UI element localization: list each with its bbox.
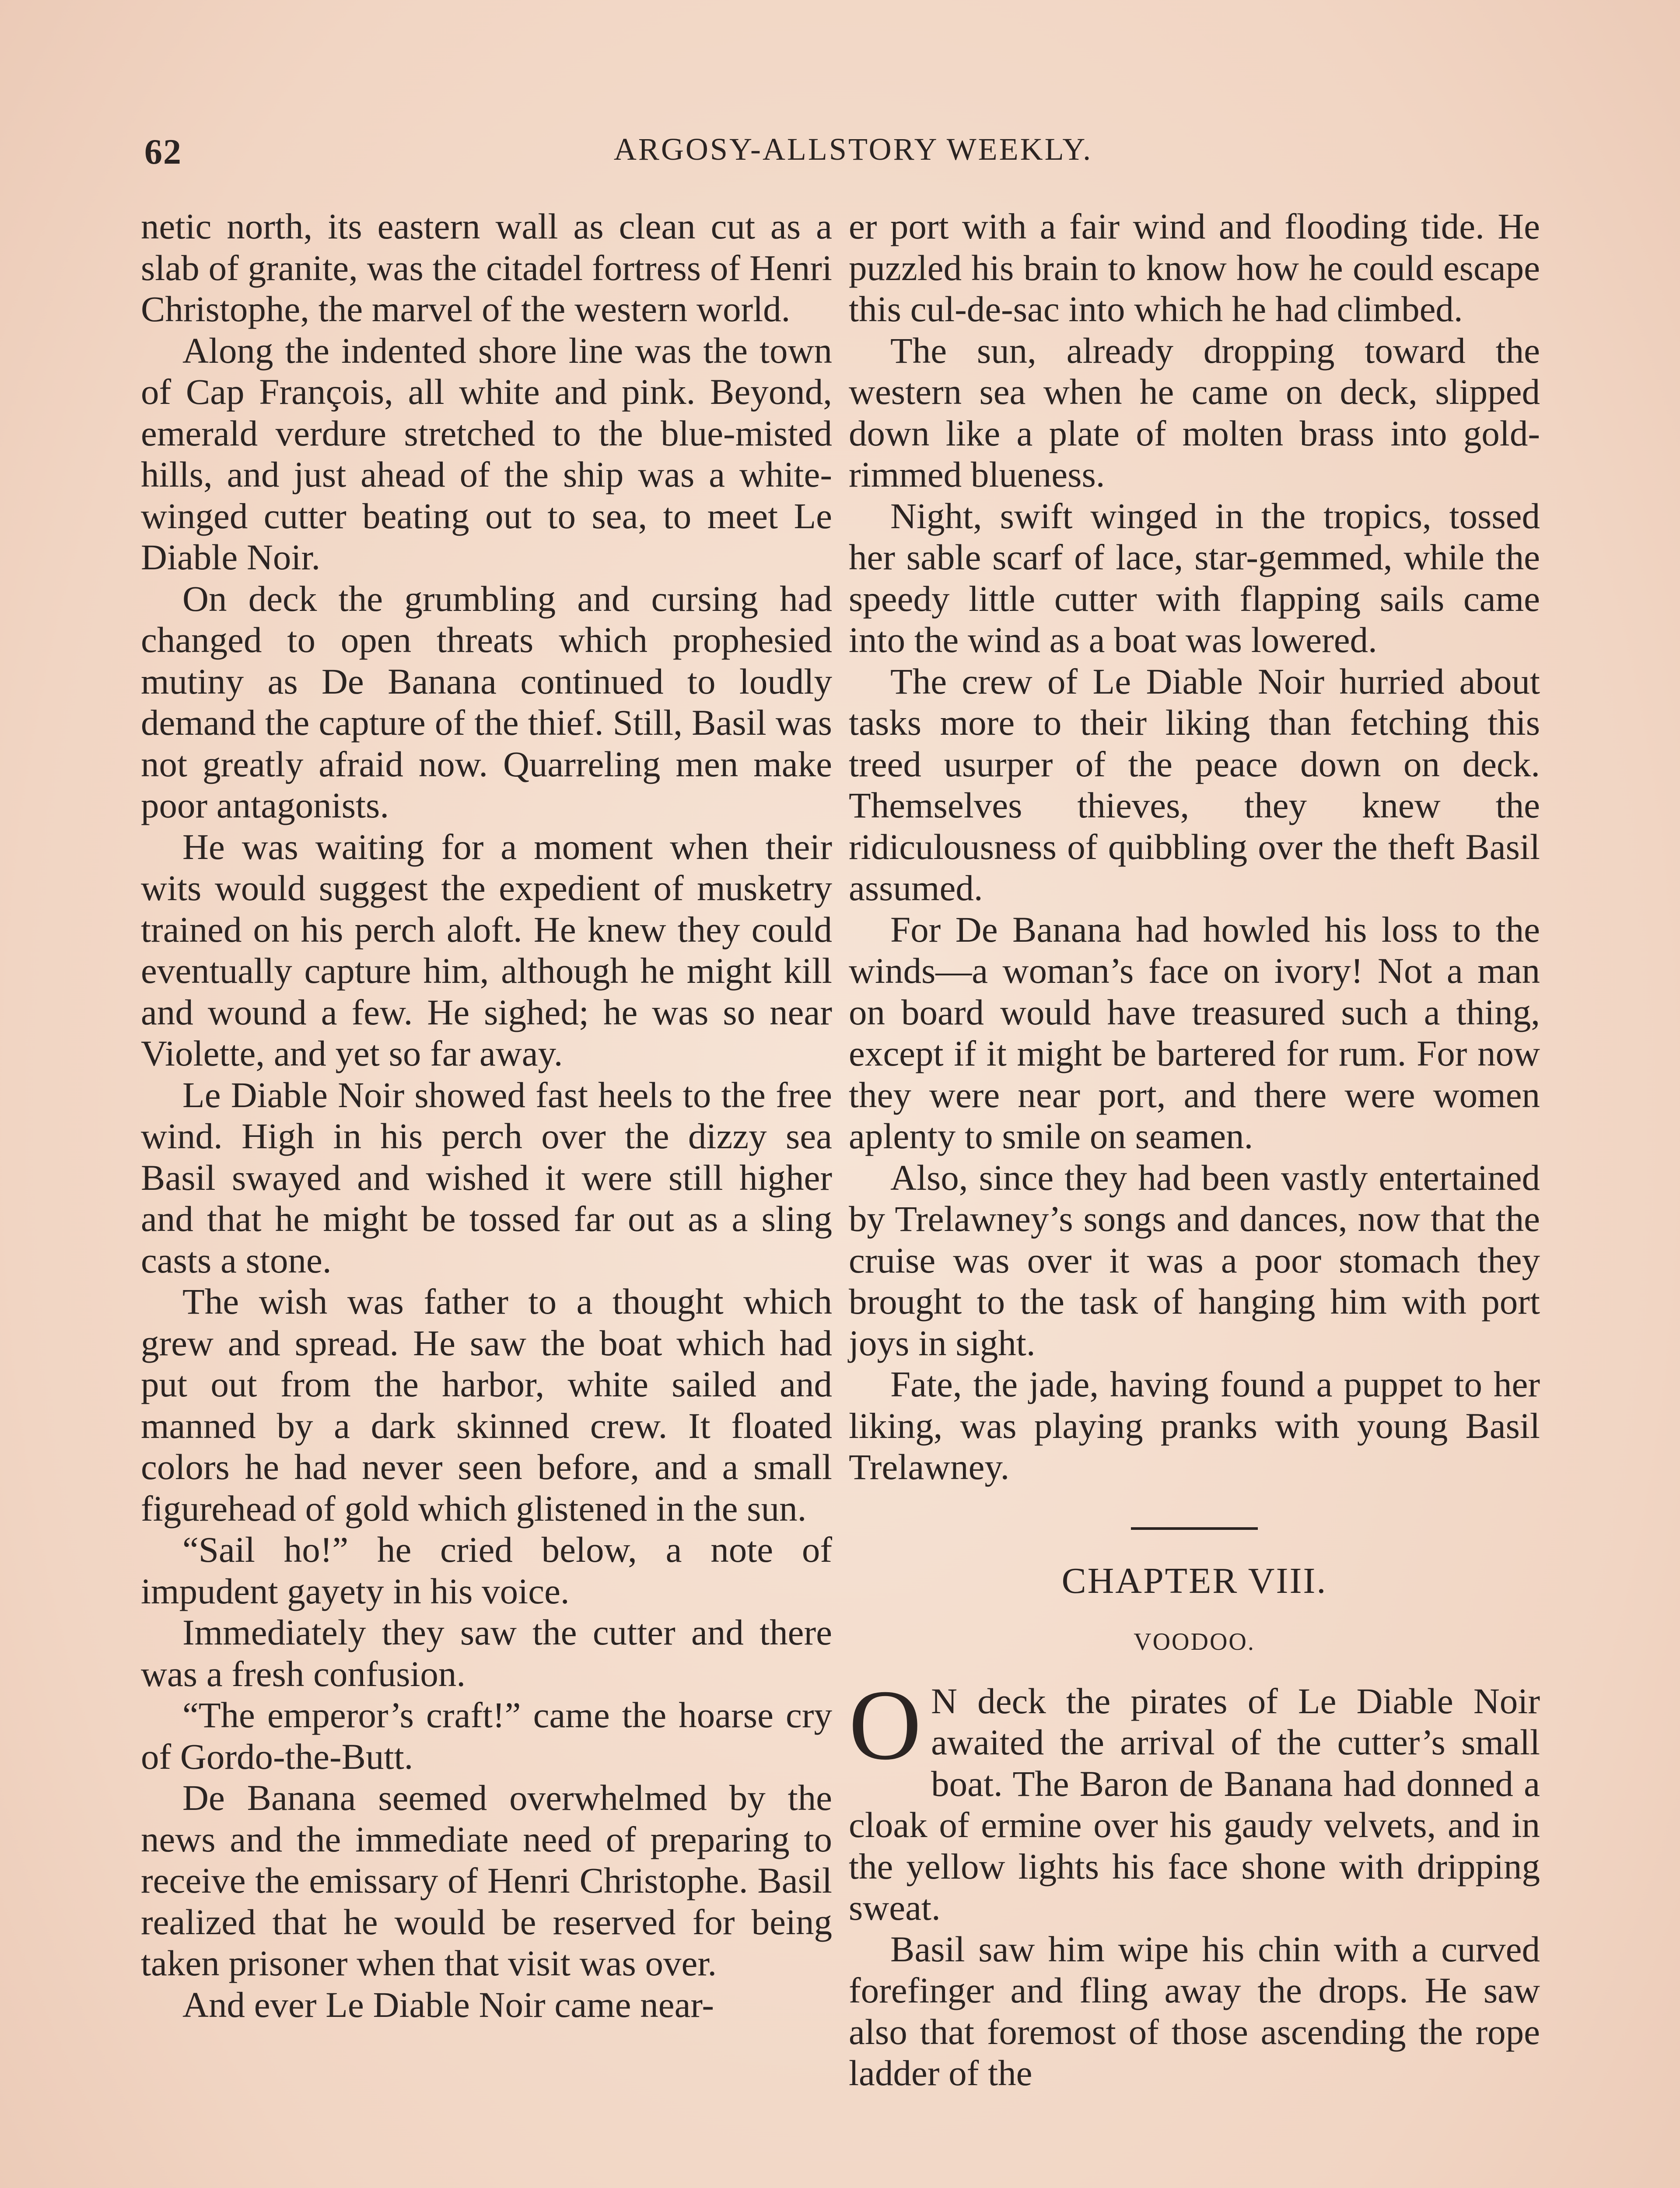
paragraph: Along the indented shore line was the town of Cap François, all white and pink. Beyond, emerald verdure stretched to the blue-misted hills, and just ahead of the ship was a white-winged cutter beating out to sea, to meet Le Diable Noir. — [141, 330, 832, 577]
running-title: ARGOSY-ALLSTORY WEEKLY. — [613, 132, 1093, 167]
page-number: 62 — [144, 132, 182, 172]
paragraph: Basil saw him wipe his chin with a curved forefinger and fling away the drops. He saw also that foremost of those ascending the rope ladder of the — [849, 1929, 1540, 2093]
right-column — [849, 206, 1540, 2094]
paragraph: netic north, its eastern wall as clean cut as a slab of granite, was the citadel fortress of Henri Christophe, the marvel of the western world. — [141, 206, 832, 329]
chapter-opening-text: N deck the pirates of Le Diable Noir awaited the arrival of the cutter’s small boat. The Baron de Banana had donned a cloak of ermine over his gaudy velvets, and in the yellow lights his face shone with dripping sweat. — [849, 1680, 1540, 1928]
drop-cap: O — [849, 1669, 922, 1781]
paragraph: Immediately they saw the cutter and there was a fresh confusion. — [141, 1612, 832, 1694]
paragraph: For De Banana had howled his loss to the winds—a woman’s face on ivory! Not a man on board would have treasured such a thing, except if it might be bartered for rum. For now they were near port, and there were women aplenty to smile on seamen. — [849, 909, 1540, 1156]
paragraph: He was waiting for a moment when their wits would suggest the expedient of musketry trained on his perch aloft. He knew they could eventually capture him, although he might kill and wound a few. He sighed; he was so near Violette, and yet so far away. — [141, 826, 832, 1073]
paragraph: er port with a fair wind and flooding tide. He puzzled his brain to know how he could escape this cul-de-sac into which he had climbed. — [849, 206, 1540, 329]
paragraph: “Sail ho!” he cried below, a note of impudent gayety in his voice. — [141, 1529, 832, 1611]
paragraph: On deck the grumbling and cursing had changed to open threats which prophesied mutiny as De Banana continued to loudly demand the capture of the thief. Still, Basil was not greatly afraid now. Quarreling men make poor antagonists. — [141, 578, 832, 825]
section-divider — [1131, 1527, 1258, 1530]
paragraph: The crew of Le Diable Noir hurried about tasks more to their liking than fetching this treed usurper of the peace down on deck. Themselves thieves, they knew the ridiculousness of quibbling over the theft Basil assumed. — [849, 661, 1540, 908]
chapter-subtitle: VOODOO. — [1134, 1628, 1255, 1655]
paragraph: The sun, already dropping toward the western sea when he came on deck, slipped down like a plate of molten brass into gold-rimmed blueness. — [849, 330, 1540, 494]
paragraph: Fate, the jade, having found a puppet to her liking, was playing pranks with young Basil Trelawney. — [849, 1364, 1540, 1487]
paragraph: “The emperor’s craft!” came the hoarse cry of Gordo-the-Butt. — [141, 1695, 832, 1777]
paragraph: Night, swift winged in the tropics, tossed her sable scarf of lace, star-gemmed, while the speedy little cutter with flapping sails came into the wind as a boat was lowered. — [849, 495, 1540, 660]
paragraph: And ever Le Diable Noir came near- — [182, 1984, 714, 2025]
page-header — [140, 131, 1566, 179]
left-column — [141, 206, 832, 2025]
paragraph: De Banana seemed overwhelmed by the news and the immediate need of preparing to receive the emissary of Henri Christophe. Basil realized that he would be reserved for being taken prisoner when that visit was over. — [141, 1778, 832, 1983]
chapter-opening-paragraph — [849, 1669, 1540, 1929]
paragraph: Le Diable Noir showed fast heels to the free wind. High in his perch over the dizzy sea Basil swayed and wished it were still higher and that he might be tossed far out as a sling casts a stone. — [141, 1074, 832, 1280]
chapter-title: CHAPTER VIII. — [1061, 1560, 1327, 1601]
paragraph: Also, since they had been vastly entertained by Trelawney’s songs and dances, now that the cruise was over it was a poor stomach they brought to the task of hanging him with port joys in sight. — [849, 1157, 1540, 1363]
paragraph: The wish was father to a thought which grew and spread. He saw the boat which had put out from the harbor, white sailed and manned by a dark skinned crew. It floated colors he had never seen before, and a small figurehead of gold which glistened in the sun. — [141, 1281, 832, 1529]
